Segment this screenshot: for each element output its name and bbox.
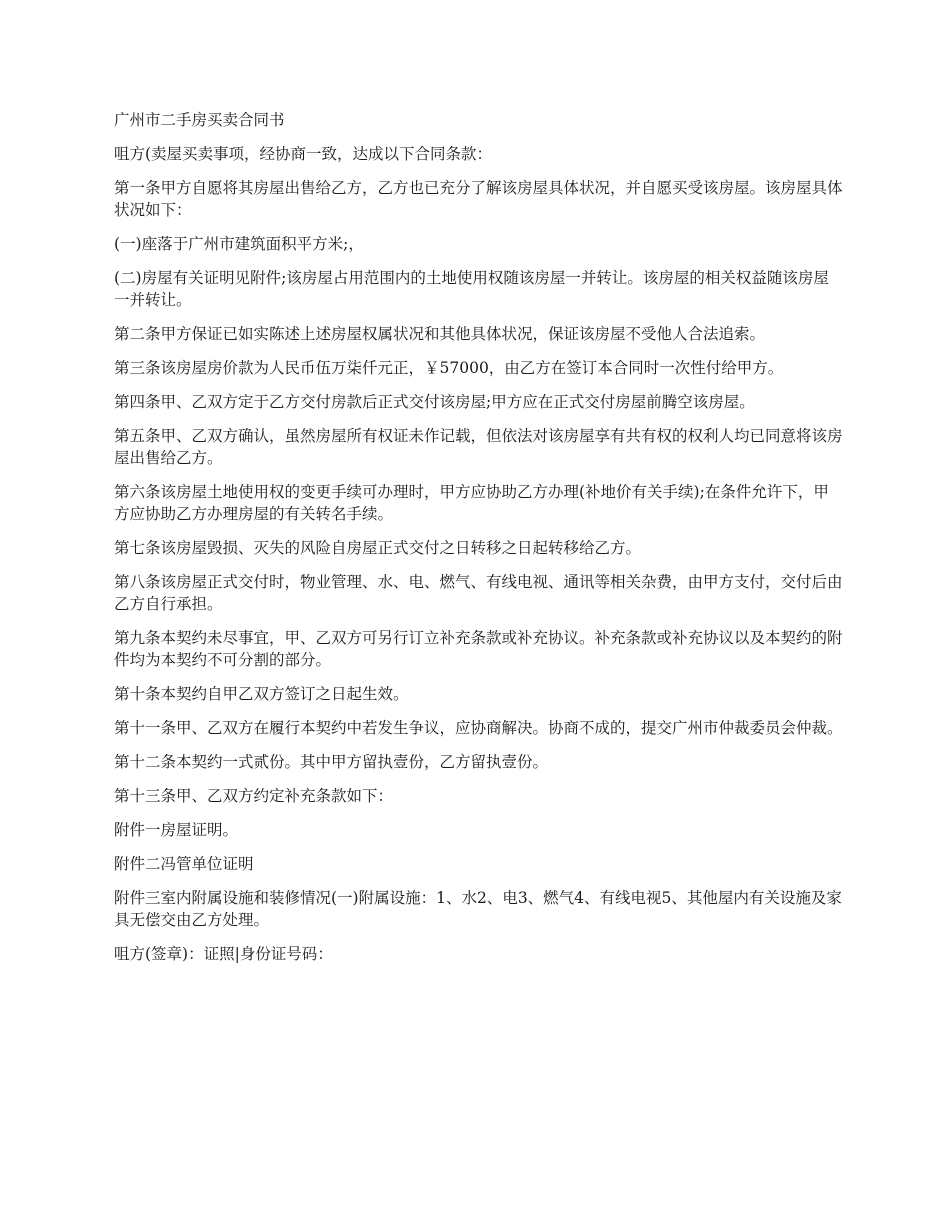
- paragraph-article-7: 第七条该房屋毁损、灭失的风险自房屋正式交付之日转移之日起转移给乙方。: [114, 539, 642, 557]
- contract-document: [114, 109, 844, 977]
- paragraph-article-11: 第十一条甲、乙双方在履行本契约中若发生争议，应协商解决。协商不成的，提交广州市仲裁委员会仲裁。: [114, 719, 843, 737]
- paragraph-article-4: 第四条甲、乙双方定于乙方交付房款后正式交付该房屋;甲方应在正式交付房屋前腾空该房屋。: [114, 393, 755, 411]
- paragraph-article-3: 第三条该房屋房价款为人民币伍万柒仟元正，￥57000，由乙方在签订本合同时一次性付给甲方。: [114, 359, 784, 377]
- paragraph-item-1: (一)座落于广州市建筑面积平方米;，: [114, 235, 364, 253]
- paragraph-article-8: 第八条该房屋正式交付时，物业管理、水、电、燃气、有线电视、通讯等相关杂费，由甲方支付，交付后由乙方自行承担。: [114, 573, 843, 613]
- paragraph-item-2: (二)房屋有关证明见附件;该房屋占用范围内的土地使用权随该房屋一并转让。该房屋的相关权益随该房屋一并转让。: [114, 269, 829, 309]
- paragraph-article-2: 第二条甲方保证已如实陈述上述房屋权属状况和其他具体状况，保证该房屋不受他人合法追索。: [114, 325, 766, 343]
- paragraph-article-5: 第五条甲、乙双方确认，虽然房屋所有权证未作记载，但依法对该房屋享有共有权的权利人均已同意将该房屋出售给乙方。: [114, 427, 843, 467]
- paragraph-attachment-2: 附件二冯管单位证明: [114, 855, 254, 873]
- paragraph-attachment-1: 附件一房屋证明。: [114, 821, 239, 839]
- paragraph-article-9: 第九条本契约未尽事宜，甲、乙双方可另行订立补充条款或补充协议。补充条款或补充协议以及本契约的附件均为本契约不可分割的部分。: [114, 629, 843, 669]
- paragraph-preamble: 咀方(卖屋买卖事项，经协商一致，达成以下合同条款：: [114, 145, 493, 163]
- document-title: 广州市二手房买卖合同书: [114, 111, 285, 129]
- paragraph-signature: 咀方(签章)：证照|身份证号码：: [114, 945, 333, 963]
- paragraph-article-6: 第六条该房屋土地使用权的变更手续可办理时，甲方应协助乙方办理(补地价有关手续);在条件允许下，甲方应协助乙方办理房屋的有关转名手续。: [114, 483, 829, 523]
- paragraph-article-1: 第一条甲方自愿将其房屋出售给乙方，乙方也已充分了解该房屋具体状况，并自愿买受该房屋。该房屋具体状况如下：: [114, 179, 843, 219]
- paragraph-attachment-3: 附件三室内附属设施和装修情况(一)附属设施：1、水2、电3、燃气4、有线电视5、其他屋内有关设施及家具无偿交由乙方处理。: [114, 889, 842, 929]
- paragraph-article-12: 第十二条本契约一式贰份。其中甲方留执壹份，乙方留执壹份。: [114, 753, 549, 771]
- paragraph-article-10: 第十条本契约自甲乙双方签订之日起生效。: [114, 685, 409, 703]
- paragraph-article-13: 第十三条甲、乙双方约定补充条款如下：: [114, 787, 394, 805]
